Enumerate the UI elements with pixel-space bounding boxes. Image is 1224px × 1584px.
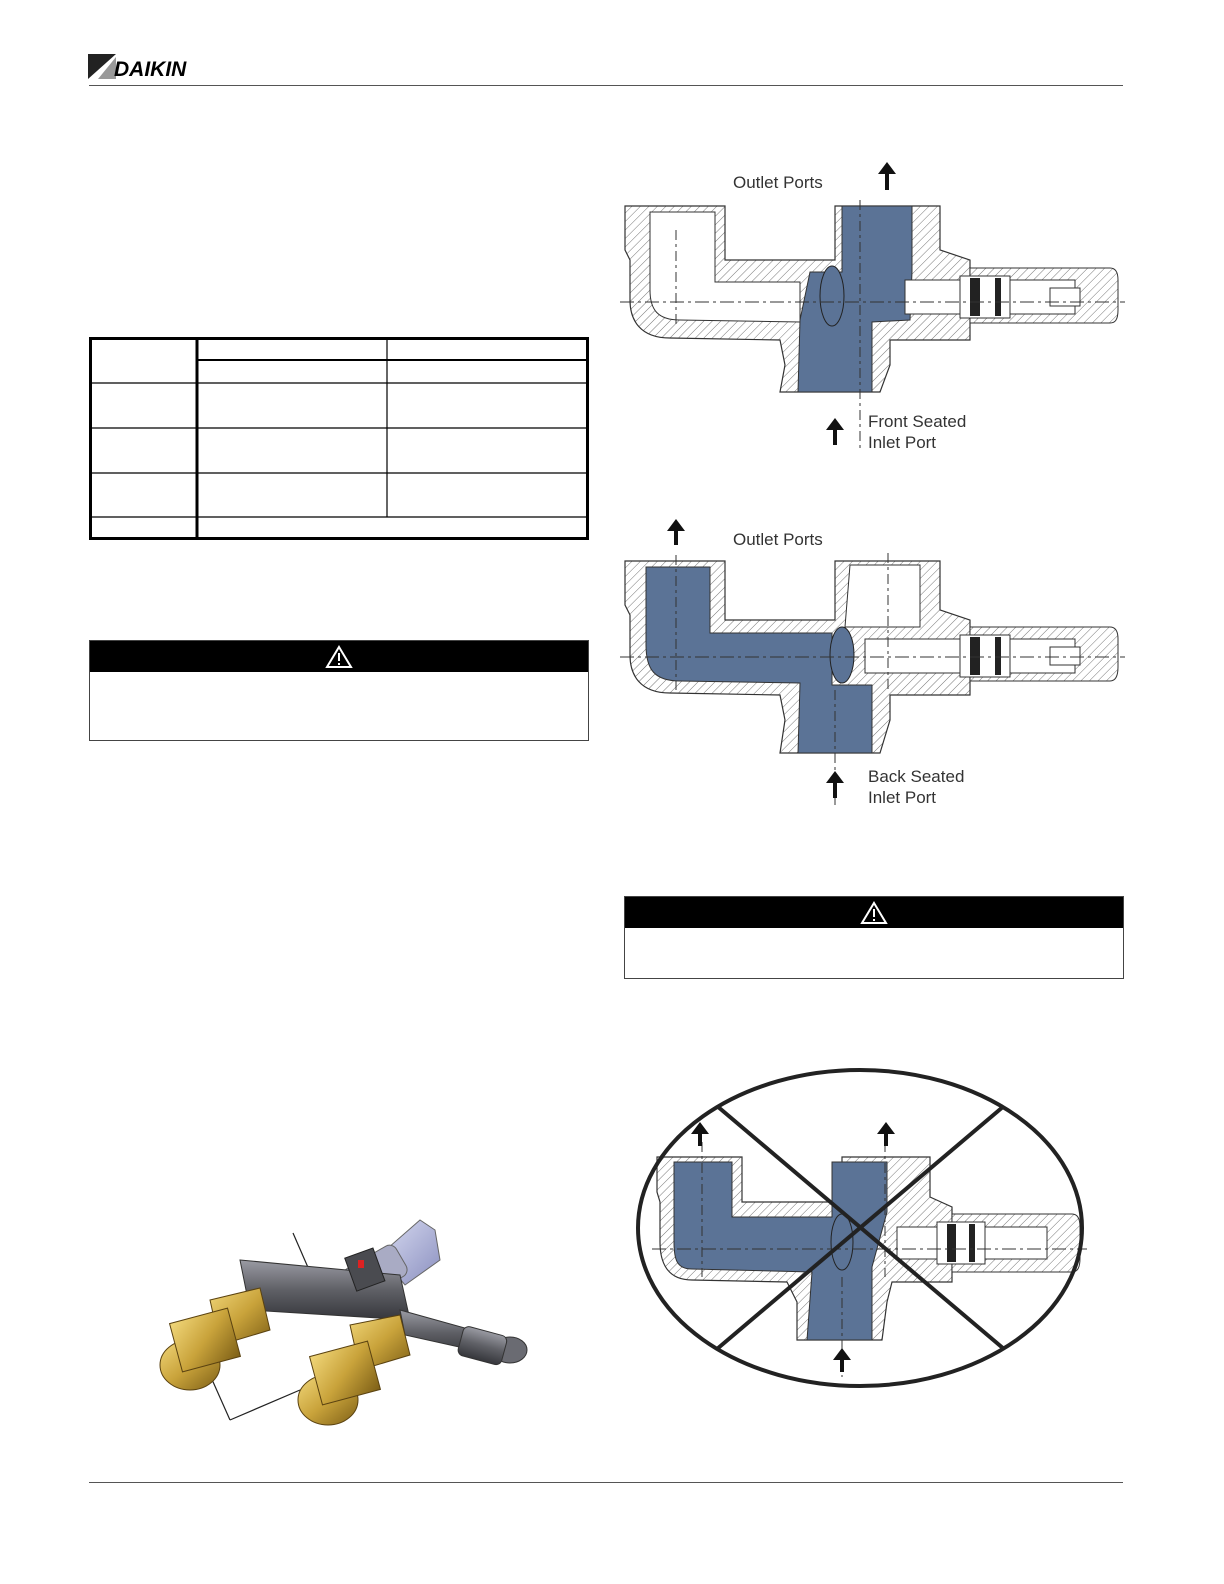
warning-triangle-icon <box>860 901 888 925</box>
back-seated-label: Back Seated <box>868 767 965 786</box>
prohibited-valve-diagram <box>632 1062 1092 1392</box>
outlet-ports-label: Outlet Ports <box>733 173 823 192</box>
header-rule <box>89 85 1123 86</box>
warning-box <box>89 640 589 741</box>
daikin-logo <box>88 52 218 80</box>
outlet-ports-label: Outlet Ports <box>733 530 823 549</box>
valve-3d-illustration <box>150 1200 540 1440</box>
warning-header <box>90 641 588 672</box>
brand-name: DAIKIN <box>114 58 187 80</box>
warning-triangle-icon <box>325 645 353 669</box>
front-seated-valve-diagram <box>610 160 1130 460</box>
warning-box <box>624 896 1124 979</box>
inlet-port-label: Inlet Port <box>868 433 937 452</box>
front-seated-label: Front Seated <box>868 412 967 431</box>
spec-table <box>89 337 589 540</box>
back-seated-valve-diagram <box>610 515 1130 815</box>
inlet-port-label: Inlet Port <box>868 788 937 807</box>
warning-header <box>625 897 1123 928</box>
footer-rule <box>89 1482 1123 1483</box>
